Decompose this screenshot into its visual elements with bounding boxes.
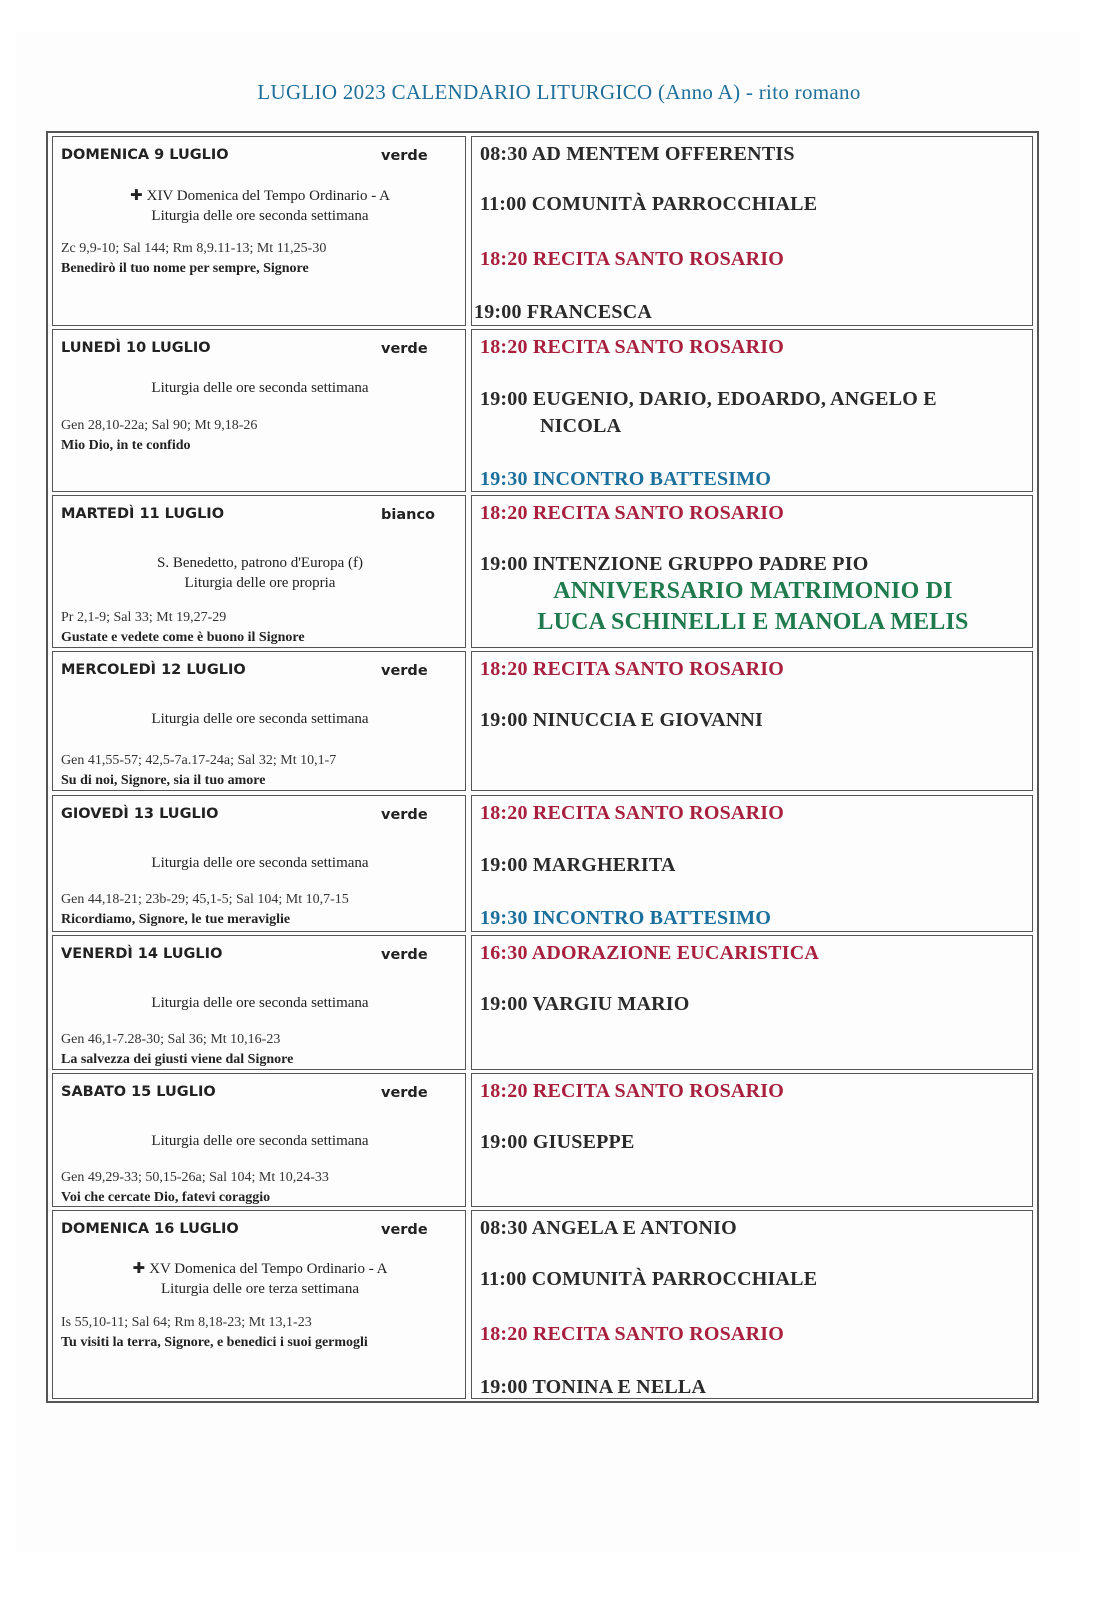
events-cell [471, 136, 1033, 326]
event-item: 19:00 NINUCCIA E GIOVANNI [480, 709, 763, 731]
day-row [52, 795, 1033, 932]
hours-note: Liturgia delle ore propria [184, 575, 336, 591]
liturgical-color: verde [381, 341, 428, 357]
antiphon: Ricordiamo, Signore, le tue meraviglie [61, 912, 291, 927]
readings: Gen 41,55-57; 42,5-7a.17-24a; Sal 32; Mt 10,1-7 [61, 753, 337, 768]
event-rosario: 18:20 RECITA SANTO ROSARIO [480, 502, 784, 524]
events-cell [471, 329, 1033, 492]
hours-note: Liturgia delle ore seconda settimana [151, 855, 369, 871]
day-description [53, 553, 467, 593]
event-rosario: 18:20 RECITA SANTO ROSARIO [480, 1323, 784, 1345]
readings-block [61, 416, 257, 456]
liturgical-color: verde [381, 947, 428, 963]
event-anniversario-names: LUCA SCHINELLI E MANOLA MELIS [537, 609, 969, 635]
liturgical-color: verde [381, 148, 428, 164]
readings: Gen 44,18-21; 23b-29; 45,1-5; Sal 104; Mt 10,7-15 [61, 892, 349, 907]
event-rosario: 18:20 RECITA SANTO ROSARIO [480, 248, 784, 270]
event-item: 19:00 INTENZIONE GRUPPO PADRE PIO [480, 553, 869, 575]
day-row [52, 651, 1033, 791]
cross-icon: ✚ [130, 186, 143, 204]
hours-note: Liturgia delle ore seconda settimana [151, 380, 369, 396]
antiphon: Tu visiti la terra, Signore, e benedici i suoi germogli [61, 1335, 368, 1350]
liturgical-color: verde [381, 1085, 428, 1101]
day-cell [52, 651, 466, 791]
events-cell [471, 935, 1033, 1070]
hours-note: Liturgia delle ore seconda settimana [151, 995, 369, 1011]
event-item: 08:30 ANGELA E ANTONIO [480, 1217, 737, 1239]
event-item: 11:00 COMUNITÀ PARROCCHIALE [480, 1268, 818, 1290]
event-anniversario: ANNIVERSARIO MATRIMONIO DI [553, 578, 953, 604]
liturgical-color: bianco [381, 507, 436, 523]
day-cell [52, 1073, 466, 1207]
readings-block [61, 890, 349, 930]
day-cell [52, 329, 466, 492]
readings: Gen 49,29-33; 50,15-26a; Sal 104; Mt 10,24-33 [61, 1170, 329, 1185]
day-name: GIOVEDÌ 13 LUGLIO [61, 806, 219, 822]
antiphon: Voi che cercate Dio, fatevi coraggio [61, 1190, 271, 1205]
event-rosario: 18:20 RECITA SANTO ROSARIO [480, 802, 784, 824]
readings: Gen 46,1-7.28-30; Sal 36; Mt 10,16-23 [61, 1032, 281, 1047]
day-cell [52, 1210, 466, 1399]
antiphon: Benedirò il tuo nome per sempre, Signore [61, 261, 309, 276]
event-item: 11:00 COMUNITÀ PARROCCHIALE [480, 193, 818, 215]
day-row [52, 1073, 1033, 1207]
day-row [52, 136, 1033, 326]
day-row [52, 329, 1033, 492]
event-rosario: 18:20 RECITA SANTO ROSARIO [480, 1080, 784, 1102]
event-battesimo: 19:30 INCONTRO BATTESIMO [480, 468, 772, 490]
events-cell [471, 651, 1033, 791]
hours-note: Liturgia delle ore seconda settimana [151, 1133, 369, 1149]
event-battesimo: 19:30 INCONTRO BATTESIMO [480, 907, 772, 929]
events-cell [471, 495, 1033, 648]
event-rosario: 18:20 RECITA SANTO ROSARIO [480, 336, 784, 358]
antiphon: Mio Dio, in te confido [61, 438, 191, 453]
readings-block [61, 1168, 329, 1208]
readings-block [61, 751, 336, 791]
day-row [52, 935, 1033, 1070]
day-cell [52, 136, 466, 326]
event-item: 19:00 GIUSEPPE [480, 1131, 635, 1153]
antiphon: Gustate e vedete come è buono il Signore [61, 630, 305, 645]
event-item: 19:00 EUGENIO, DARIO, EDOARDO, ANGELO E [480, 388, 937, 410]
event-item: 19:00 VARGIU MARIO [480, 993, 690, 1015]
day-cell [52, 495, 466, 648]
cross-icon: ✚ [132, 1259, 146, 1277]
feast-name: XIV Domenica del Tempo Ordinario - A [146, 188, 390, 204]
antiphon: La salvezza dei giusti viene dal Signore [61, 1052, 294, 1067]
event-item-continued: NICOLA [540, 415, 622, 437]
day-cell [52, 795, 466, 932]
events-cell [471, 1073, 1033, 1207]
day-name: MARTEDÌ 11 LUGLIO [61, 506, 225, 522]
antiphon: Su di noi, Signore, sia il tuo amore [61, 773, 266, 788]
readings: Zc 9,9-10; Sal 144; Rm 8,9.11-13; Mt 11,25-30 [61, 241, 327, 256]
feast-name: S. Benedetto, patrono d'Europa (f) [157, 555, 363, 571]
event-item: 19:00 TONINA E NELLA [480, 1376, 707, 1398]
event-rosario: 18:20 RECITA SANTO ROSARIO [480, 658, 784, 680]
page-title: LUGLIO 2023 CALENDARIO LITURGICO (Anno A) - rito romano [257, 80, 861, 104]
day-description [53, 185, 467, 226]
hours-note: Liturgia delle ore seconda settimana [151, 711, 369, 727]
feast-name: XV Domenica del Tempo Ordinario - A [149, 1261, 388, 1277]
readings: Is 55,10-11; Sal 64; Rm 8,18-23; Mt 13,1-23 [61, 1315, 312, 1330]
liturgical-color: verde [381, 663, 428, 679]
readings-block [61, 1030, 293, 1070]
day-name: LUNEDÌ 10 LUGLIO [61, 340, 211, 356]
readings-block [61, 1313, 368, 1353]
day-name: DOMENICA 16 LUGLIO [61, 1221, 239, 1237]
liturgical-color: verde [381, 807, 428, 823]
readings: Pr 2,1-9; Sal 33; Mt 19,27-29 [61, 610, 227, 625]
events-cell [471, 1210, 1033, 1399]
liturgical-color: verde [381, 1222, 428, 1238]
hours-note: Liturgia delle ore terza settimana [161, 1281, 359, 1297]
day-name: SABATO 15 LUGLIO [61, 1084, 216, 1100]
event-item: 08:30 AD MENTEM OFFERENTIS [480, 143, 795, 165]
day-name: DOMENICA 9 LUGLIO [61, 147, 229, 163]
day-name: MERCOLEDÌ 12 LUGLIO [61, 662, 246, 678]
day-cell [52, 935, 466, 1070]
hours-note: Liturgia delle ore seconda settimana [151, 208, 369, 224]
event-item: 19:00 FRANCESCA [474, 301, 652, 323]
readings: Gen 28,10-22a; Sal 90; Mt 9,18-26 [61, 418, 258, 433]
event-item: 19:00 MARGHERITA [480, 854, 676, 876]
readings-block [61, 239, 326, 279]
event-adorazione: 16:30 ADORAZIONE EUCARISTICA [480, 942, 819, 964]
day-row [52, 1210, 1033, 1399]
day-description [53, 1258, 467, 1299]
events-cell [471, 795, 1033, 932]
calendar-table [46, 131, 1039, 1403]
readings-block [61, 608, 305, 648]
day-name: VENERDÌ 14 LUGLIO [61, 946, 223, 962]
day-row [52, 495, 1033, 648]
